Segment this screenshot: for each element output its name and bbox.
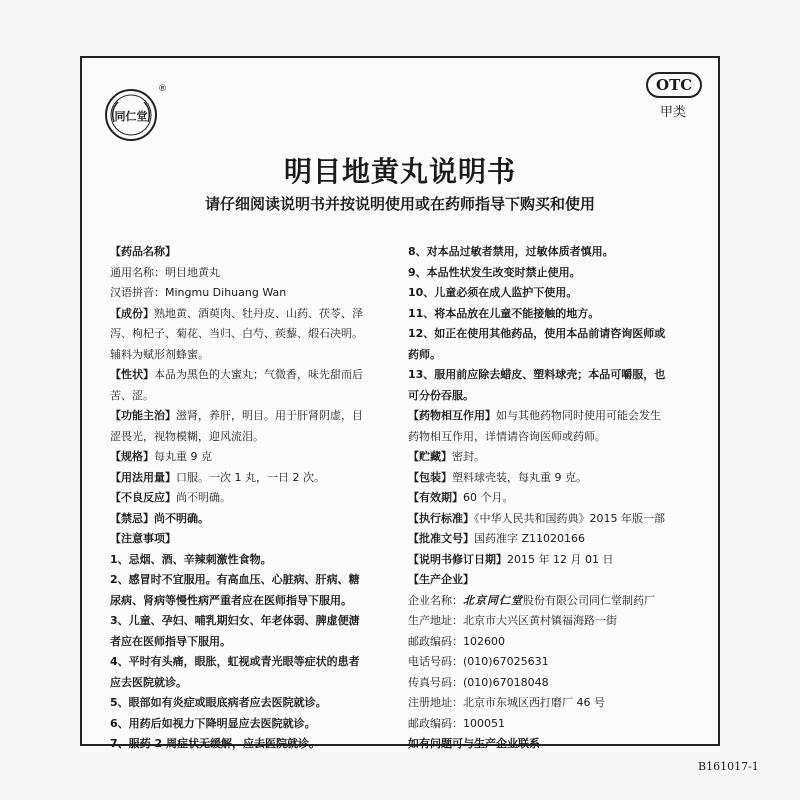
section-properties: 【性状】 [110,368,154,381]
section-dosage: 【用法用量】 [110,470,176,484]
approval-text: 国药准字 Z11020166 [474,532,586,545]
document-title: 明目地黄丸说明书 [283,155,516,188]
interactions [408,406,704,427]
precaution-item: 10、儿童必须在成人监护下使用。 [408,286,578,299]
left-column [110,242,405,755]
adverse-reactions [110,488,405,509]
precaution-item: 2、感冒时不宜服用。有高血压、心脏病、肝病、糖 [110,573,360,586]
revision-date-text: 2015 年 12 月 01 日 [507,552,614,566]
packaging [408,468,704,489]
tongrentang-logo [104,88,158,142]
precaution-item: 9、本品性状发生改变时禁止使用。 [408,265,581,279]
precaution-item: 者应在医师指导下服用。 [110,634,231,648]
ingredients-line: 辅料为赋形剂蜂蜜。 [110,347,209,361]
section-adverse-reactions: 【不良反应】 [110,491,176,504]
otc-class: 甲类 [659,105,686,120]
otc-block [646,72,700,120]
indications [110,406,405,427]
registered-mark: ® [158,84,167,94]
contraindications [110,509,405,530]
contact-note: 如有问题可与生产企业联系 [408,737,540,750]
precaution-item: 12、如正在使用其他药品，使用本品前请咨询医师或 [408,327,666,340]
logo-text: 同仁堂 [114,110,148,123]
properties [110,365,405,386]
precaution-item: 可分份吞服。 [408,388,474,402]
precaution-item: 药师。 [408,347,441,361]
adverse-reactions-text: 尚不明确。 [176,491,231,504]
interactions-line: 药物相互作用，详情请咨询医师或药师。 [408,429,606,443]
standard [408,509,704,530]
leaflet-frame [80,56,720,750]
section-approval: 【批准文号】 [408,532,474,545]
precaution-item: 3、儿童、孕妇、哺乳期妇女、年老体弱、脾虚便溏 [110,614,360,627]
precaution-item: 5、眼部如有炎症或眼底病者应去医院就诊。 [110,696,327,709]
fax-number: 传真号码：(010)67018048 [408,675,549,689]
right-column [408,242,704,755]
document-subtitle: 请仔细阅读说明书并按说明使用或在药师指导下购买和使用 [204,195,595,213]
section-indications: 【功能主治】 [110,409,176,422]
specification-text: 每丸重 9 克 [154,450,212,463]
section-revision-date: 【说明书修订日期】 [408,552,507,566]
ingredients-text: 熟地黄、酒萸肉、牡丹皮、山药、茯苓、泽 [154,306,363,320]
company-brand: 北京同仁堂 [463,593,523,607]
dosage [110,468,405,489]
standard-text: 《中华人民共和国药典》2015 年版一部 [474,511,665,525]
registered-address: 注册地址：北京市东城区西打磨厂 46 号 [408,696,605,709]
company-name [408,591,704,612]
indications-line: 涩畏光，视物模糊，迎风流泪。 [110,429,264,443]
dosage-text: 口服。一次 1 丸，一日 2 次。 [176,470,325,484]
print-code: B161017-1 [698,760,759,773]
section-drug-name: 【药品名称】 [110,245,176,258]
properties-line: 苦、涩。 [110,388,154,402]
precaution-item: 应去医院就诊。 [110,675,187,689]
phone-number: 电话号码：(010)67025631 [408,655,549,668]
generic-name: 通用名称：明目地黄丸 [110,265,220,279]
precaution-item: 13、服用前应除去蜡皮、塑料球壳；本品可嚼服，也 [408,368,666,381]
section-manufacturer: 【生产企业】 [408,573,474,586]
precaution-item: 8、对本品过敏者禁用，过敏体质者慎用。 [408,245,614,258]
properties-text: 本品为黑色的大蜜丸；气微香，味先甜而后 [154,368,363,381]
section-packaging: 【包装】 [408,470,452,484]
section-standard: 【执行标准】 [408,511,474,525]
precaution-item: 4、平时有头痛，眼胀，虹视或青光眼等症状的患者 [110,655,360,668]
approval-number [408,529,704,550]
validity [408,488,704,509]
precaution-item: 7、服药 2 周症状无缓解，应去医院就诊。 [110,737,320,750]
section-validity: 【有效期】 [408,491,463,504]
pinyin-name: 汉语拼音：Mingmu Dihuang Wan [110,286,287,299]
section-ingredients: 【成份】 [110,306,154,320]
interactions-text: 如与其他药物同时使用可能会发生 [496,409,661,422]
ingredients-line: 泻、枸杞子、菊花、当归、白芍、蒺藜、煅石决明。 [110,327,363,340]
storage-text: 密封。 [452,450,485,463]
precaution-item: 1、忌烟、酒、辛辣刺激性食物。 [110,552,272,566]
otc-badge: OTC [646,72,702,98]
contraindications-text: 尚不明确。 [154,511,209,525]
company-name-text: 股份有限公司同仁堂制药厂 [523,593,655,607]
revision-date [408,550,704,571]
precaution-item: 6、用药后如视力下降明显应去医院就诊。 [110,716,316,730]
section-storage: 【贮藏】 [408,450,452,463]
ingredients [110,304,405,325]
storage [408,447,704,468]
section-precautions: 【注意事项】 [110,532,176,545]
postal-code: 邮政编码：100051 [408,716,505,730]
section-specification: 【规格】 [110,450,154,463]
company-name-label: 企业名称： [408,593,463,607]
postal-code: 邮政编码：102600 [408,634,505,648]
packaging-text: 塑料球壳装，每丸重 9 克。 [452,470,587,484]
production-address: 生产地址：北京市大兴区黄村镇福海路一街 [408,614,617,627]
indications-text: 滋肾，养肝，明目。用于肝肾阴虚，目 [176,409,363,422]
specification [110,447,405,468]
validity-text: 60 个月。 [463,491,514,504]
section-interactions: 【药物相互作用】 [408,409,496,422]
section-contraindications: 【禁忌】 [110,511,154,525]
precaution-item: 尿病、肾病等慢性病严重者应在医师指导下服用。 [110,593,352,607]
precaution-item: 11、将本品放在儿童不能接触的地方。 [408,306,600,320]
